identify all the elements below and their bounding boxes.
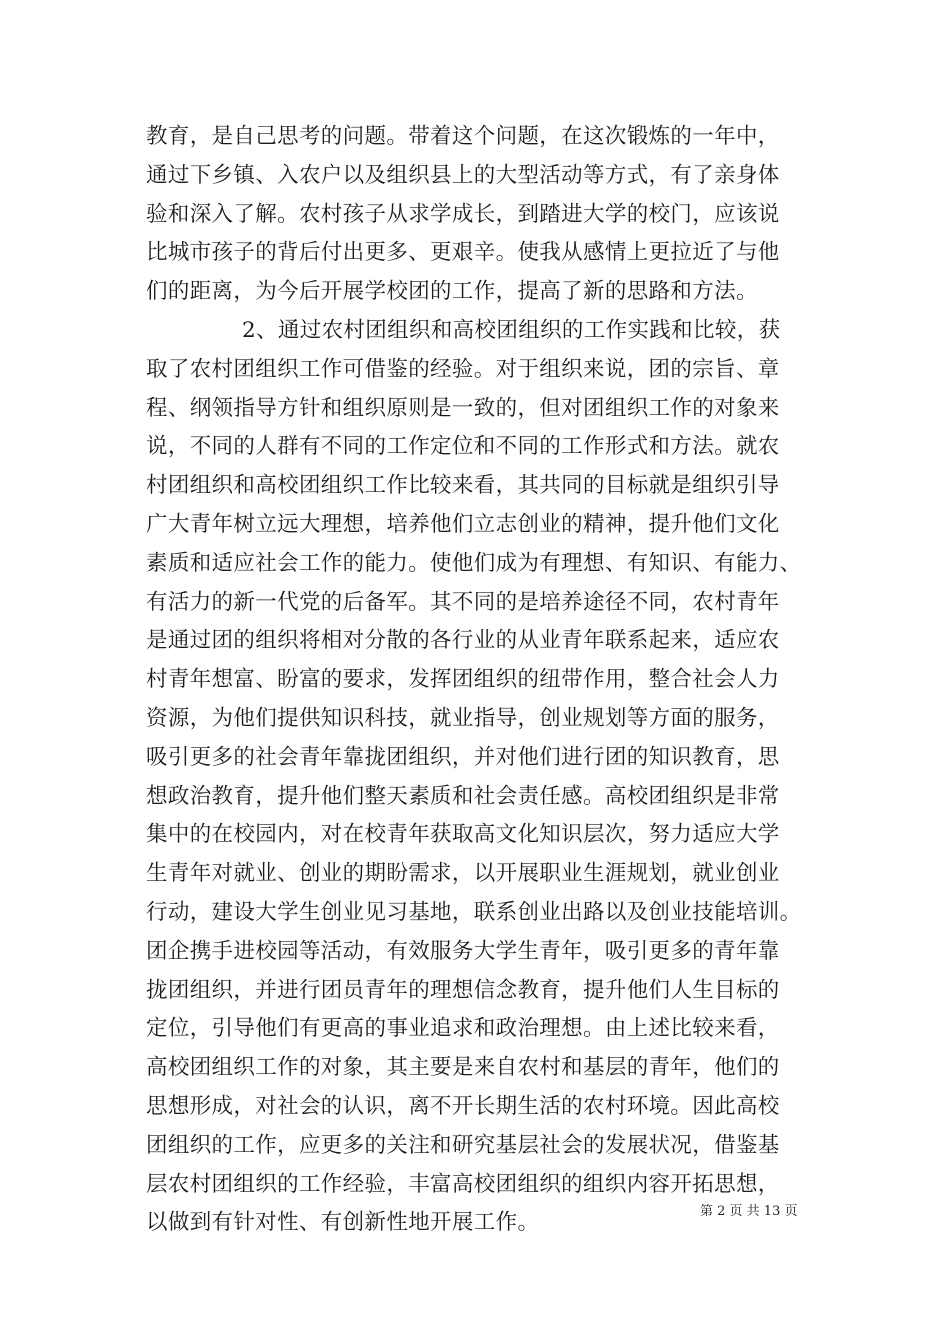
- text-line: 比城市孩子的背后付出更多、更艰辛。使我从感情上更拉近了与他: [146, 240, 780, 266]
- text-line: 程、纲领指导方针和组织原则是一致的，但对团组织工作的对象来: [146, 395, 780, 421]
- text-line: 行动，建设大学生创业见习基地，联系创业出路以及创业技能培训。: [146, 899, 802, 925]
- text-line: 高校团组织工作的对象，其主要是来自农村和基层的青年，他们的: [146, 1055, 780, 1081]
- text-line: 生青年对就业、创业的期盼需求，以开展职业生涯规划，就业创业: [146, 861, 780, 887]
- text-line: 吸引更多的社会青年靠拢团组织，并对他们进行团的知识教育，思: [146, 744, 780, 770]
- text-line: 是通过团的组织将相对分散的各行业的从业青年联系起来，适应农: [146, 628, 780, 654]
- text-line: 验和深入了解。农村孩子从求学成长，到踏进大学的校门，应该说: [146, 201, 780, 227]
- text-line: 定位，引导他们有更高的事业追求和政治理想。由上述比较来看，: [146, 1016, 780, 1042]
- text-line: 素质和适应社会工作的能力。使他们成为有理想、有知识、有能力、: [146, 550, 802, 576]
- text-line: 有活力的新一代党的后备军。其不同的是培养途径不同，农村青年: [146, 589, 780, 615]
- text-line: 村青年想富、盼富的要求，发挥团组织的纽带作用，整合社会人力: [146, 667, 780, 693]
- text-line: 团组织的工作，应更多的关注和研究基层社会的发展状况，借鉴基: [146, 1132, 780, 1158]
- text-line: 拢团组织，并进行团员青年的理想信念教育，提升他们人生目标的: [146, 977, 780, 1003]
- text-line: 广大青年树立远大理想，培养他们立志创业的精神，提升他们文化: [146, 511, 780, 537]
- text-line: 资源，为他们提供知识科技，就业指导，创业规划等方面的服务，: [146, 705, 780, 731]
- text-line: 想政治教育，提升他们整天素质和社会责任感。高校团组织是非常: [146, 783, 780, 809]
- text-line: 层农村团组织的工作经验，丰富高校团组织的组织内容开拓思想，: [146, 1171, 780, 1197]
- text-line: 说，不同的人群有不同的工作定位和不同的工作形式和方法。就农: [146, 434, 780, 460]
- text-line: 通过下乡镇、入农户以及组织县上的大型活动等方式，有了亲身体: [146, 162, 780, 188]
- page-number-footer: 第 2 页 共 13 页: [700, 1204, 798, 1219]
- text-line: 以做到有针对性、有创新性地开展工作。: [146, 1210, 540, 1236]
- text-line: 们的距离，为今后开展学校团的工作，提高了新的思路和方法。: [146, 279, 758, 305]
- text-line: 村团组织和高校团组织工作比较来看，其共同的目标就是组织引导: [146, 473, 780, 499]
- text-line: 教育，是自己思考的问题。带着这个问题，在这次锻炼的一年中，: [146, 124, 780, 149]
- text-line: 取了农村团组织工作可借鉴的经验。对于组织来说，团的宗旨、章: [146, 356, 780, 382]
- paragraph-start-line: 2、通过农村团组织和高校团组织的工作实践和比较，获: [242, 317, 781, 343]
- text-line: 思想形成，对社会的认识，离不开长期生活的农村环境。因此高校: [146, 1093, 780, 1119]
- body-text: [146, 118, 826, 1243]
- text-line: 集中的在校园内，对在校青年获取高文化知识层次，努力适应大学: [146, 822, 780, 848]
- text-line: 团企携手进校园等活动，有效服务大学生青年，吸引更多的青年靠: [146, 938, 780, 964]
